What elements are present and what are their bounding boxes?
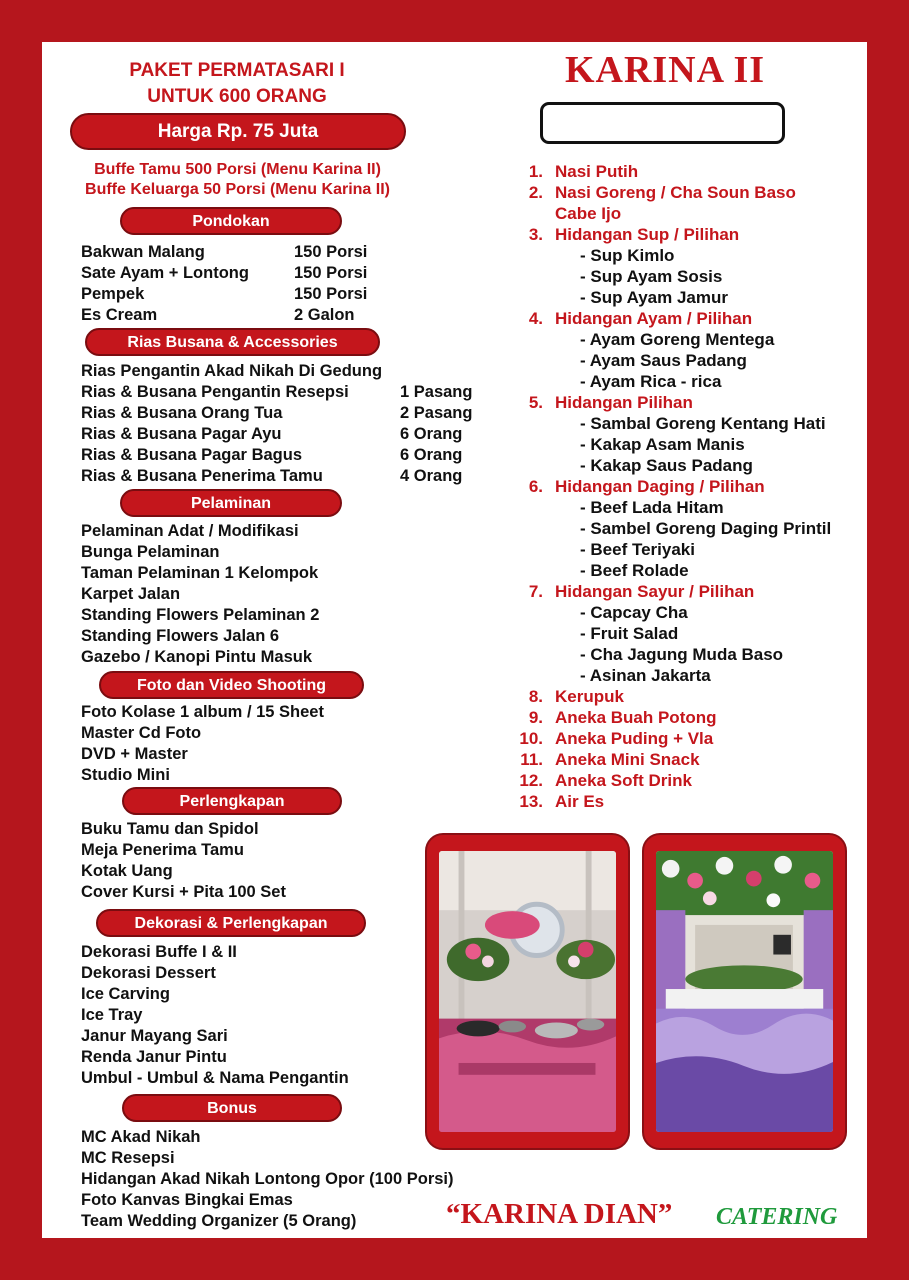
menu-subitem: - Ayam Goreng Mentega <box>580 330 775 349</box>
pondokan-item: Bakwan Malang <box>81 243 205 261</box>
menu-item-number: 1. <box>528 162 543 181</box>
section-header-rias: Rias Busana & Accessories <box>85 328 380 356</box>
menu-item-name: Hidangan Pilihan <box>555 393 693 412</box>
menu-item-number: 3. <box>528 225 543 244</box>
rias-qty: 6 Orang <box>400 425 463 443</box>
menu-subitem: - Capcay Cha <box>580 603 688 622</box>
menu-subitem: - Sup Ayam Sosis <box>580 267 723 286</box>
menu-subitem: - Beef Teriyaki <box>580 540 695 559</box>
menu-subitem: - Cha Jagung Muda Baso <box>580 645 784 664</box>
bonus-item: Team Wedding Organizer (5 Orang) <box>81 1212 357 1230</box>
buffet-image-2 <box>656 851 833 1132</box>
menu-item-number: 13. <box>519 792 543 811</box>
pondokan-item: Sate Ayam + Lontong <box>81 264 249 282</box>
pondokan-qty: 150 Porsi <box>294 243 368 261</box>
menu-item-name: Nasi Goreng / Cha Soun Baso <box>555 183 796 202</box>
rias-qty: 2 Pasang <box>400 404 473 422</box>
buffet-image-1 <box>439 851 616 1132</box>
section-header-dekorasi: Dekorasi & Perlengkapan <box>96 909 366 937</box>
dekorasi-item: Umbul - Umbul & Nama Pengantin <box>81 1069 349 1087</box>
menu-subitem: - Beef Rolade <box>580 561 689 580</box>
pondokan-item: Es Cream <box>81 306 158 324</box>
menu-item-name: Aneka Mini Snack <box>555 750 700 769</box>
rias-item: Rias & Busana Pengantin Resepsi <box>81 383 349 401</box>
perlengkapan-item: Cover Kursi + Pita 100 Set <box>81 883 286 901</box>
pondokan-qty: 150 Porsi <box>294 285 368 303</box>
dekorasi-item: Ice Tray <box>81 1006 143 1024</box>
dekorasi-item: Janur Mayang Sari <box>81 1027 228 1045</box>
rias-item: Rias & Busana Orang Tua <box>81 404 283 422</box>
rias-item: Rias & Busana Penerima Tamu <box>81 467 323 485</box>
menu-item-name: Hidangan Sayur / Pilihan <box>555 582 755 601</box>
menu-item-number: 6. <box>528 477 543 496</box>
brand-catering: CATERING <box>716 1204 838 1230</box>
menu-subitem: - Sup Kimlo <box>580 246 675 265</box>
buffet-photo-2 <box>642 833 847 1150</box>
rias-item: Rias & Busana Pagar Bagus <box>81 446 302 464</box>
section-header-perlengkapan: Perlengkapan <box>122 787 342 815</box>
pelaminan-item: Bunga Pelaminan <box>81 543 220 561</box>
dekorasi-item: Dekorasi Dessert <box>81 964 216 982</box>
pondokan-item: Pempek <box>81 285 145 303</box>
foto-item: DVD + Master <box>81 745 188 763</box>
pelaminan-item: Taman Pelaminan 1 Kelompok <box>81 564 319 582</box>
perlengkapan-item: Meja Penerima Tamu <box>81 841 244 859</box>
section-header-foto: Foto dan Video Shooting <box>99 671 364 699</box>
menu-item-name: Hidangan Ayam / Pilihan <box>555 309 753 328</box>
menu-subitem: - Sup Ayam Jamur <box>580 288 729 307</box>
menu-subitem: - Sambel Goreng Daging Printil <box>580 519 832 538</box>
pondokan-qty: 2 Galon <box>294 306 355 324</box>
menu-item-name: Aneka Puding + Vla <box>555 729 714 748</box>
menu-item-name: Aneka Buah Potong <box>555 708 717 727</box>
pelaminan-item: Gazebo / Kanopi Pintu Masuk <box>81 648 313 666</box>
bonus-item: Foto Kanvas Bingkai Emas <box>81 1191 293 1209</box>
pelaminan-item: Standing Flowers Jalan 6 <box>81 627 280 645</box>
foto-item: Foto Kolase 1 album / 15 Sheet <box>81 703 324 721</box>
menu-item-name: Nasi Putih <box>555 162 639 181</box>
menu-subitem: - Beef Lada Hitam <box>580 498 724 517</box>
brand-name: “KARINA DIAN” <box>446 1198 673 1230</box>
menu-subitem: - Sambal Goreng Kentang Hati <box>580 414 826 433</box>
bonus-item: Hidangan Akad Nikah Lontong Opor (100 Porsi) <box>81 1170 454 1188</box>
rias-qty: 4 Orang <box>400 467 463 485</box>
menu-item-name: Hidangan Sup / Pilihan <box>555 225 740 244</box>
menu-subitem: - Kakap Saus Padang <box>580 456 753 475</box>
perlengkapan-item: Kotak Uang <box>81 862 173 880</box>
menu-subitem: - Fruit Salad <box>580 624 679 643</box>
rias-item: Rias & Busana Pagar Ayu <box>81 425 282 443</box>
pondokan-qty: 150 Porsi <box>294 264 368 282</box>
rias-qty: 1 Pasang <box>400 383 473 401</box>
menu-item-number: 8. <box>528 687 543 706</box>
perlengkapan-item: Buku Tamu dan Spidol <box>81 820 259 838</box>
menu-item-number: 10. <box>519 729 543 748</box>
buffe-keluarga: Buffe Keluarga 50 Porsi (Menu Karina II) <box>85 181 390 198</box>
rias-item: Rias Pengantin Akad Nikah Di Gedung <box>81 362 383 380</box>
buffet-photo-1 <box>425 833 630 1150</box>
foto-item: Studio Mini <box>81 766 170 784</box>
menu-item-number: 7. <box>528 582 543 601</box>
rias-qty: 6 Orang <box>400 446 463 464</box>
menu-item-name: Air Es <box>555 792 605 811</box>
menu-title-box <box>540 102 785 144</box>
price-badge: Harga Rp. 75 Juta <box>70 113 406 150</box>
menu-item-name-cont: Cabe Ijo <box>555 204 622 223</box>
menu-subitem: - Ayam Rica - rica <box>580 372 722 391</box>
section-header-pelaminan: Pelaminan <box>120 489 342 517</box>
menu-subitem: - Ayam Saus Padang <box>580 351 747 370</box>
foto-item: Master Cd Foto <box>81 724 202 742</box>
menu-item-number: 11. <box>520 750 543 769</box>
pelaminan-item: Pelaminan Adat / Modifikasi <box>81 522 299 540</box>
package-subtitle: UNTUK 600 ORANG <box>147 86 327 107</box>
section-header-pondokan: Pondokan <box>120 207 342 235</box>
menu-item-number: 5. <box>528 393 543 412</box>
section-header-bonus: Bonus <box>122 1094 342 1122</box>
menu-subitem: - Asinan Jakarta <box>580 666 711 685</box>
dekorasi-item: Renda Janur Pintu <box>81 1048 227 1066</box>
buffe-tamu: Buffe Tamu 500 Porsi (Menu Karina II) <box>94 161 381 178</box>
menu-item-number: 12. <box>519 771 543 790</box>
menu-item-number: 9. <box>528 708 543 727</box>
bonus-item: MC Akad Nikah <box>81 1128 201 1146</box>
menu-item-name: Hidangan Daging / Pilihan <box>555 477 765 496</box>
menu-item-number: 2. <box>528 183 543 202</box>
pelaminan-item: Standing Flowers Pelaminan 2 <box>81 606 320 624</box>
bonus-item: MC Resepsi <box>81 1149 175 1167</box>
menu-subitem: - Kakap Asam Manis <box>580 435 745 454</box>
menu-item-number: 4. <box>528 309 543 328</box>
pelaminan-item: Karpet Jalan <box>81 585 181 603</box>
menu-title: KARINA II <box>564 49 766 91</box>
package-title: PAKET PERMATASARI I <box>129 60 345 81</box>
dekorasi-item: Ice Carving <box>81 985 170 1003</box>
menu-item-name: Aneka Soft Drink <box>555 771 692 790</box>
menu-item-name: Kerupuk <box>555 687 624 706</box>
dekorasi-item: Dekorasi Buffe I & II <box>81 943 237 961</box>
